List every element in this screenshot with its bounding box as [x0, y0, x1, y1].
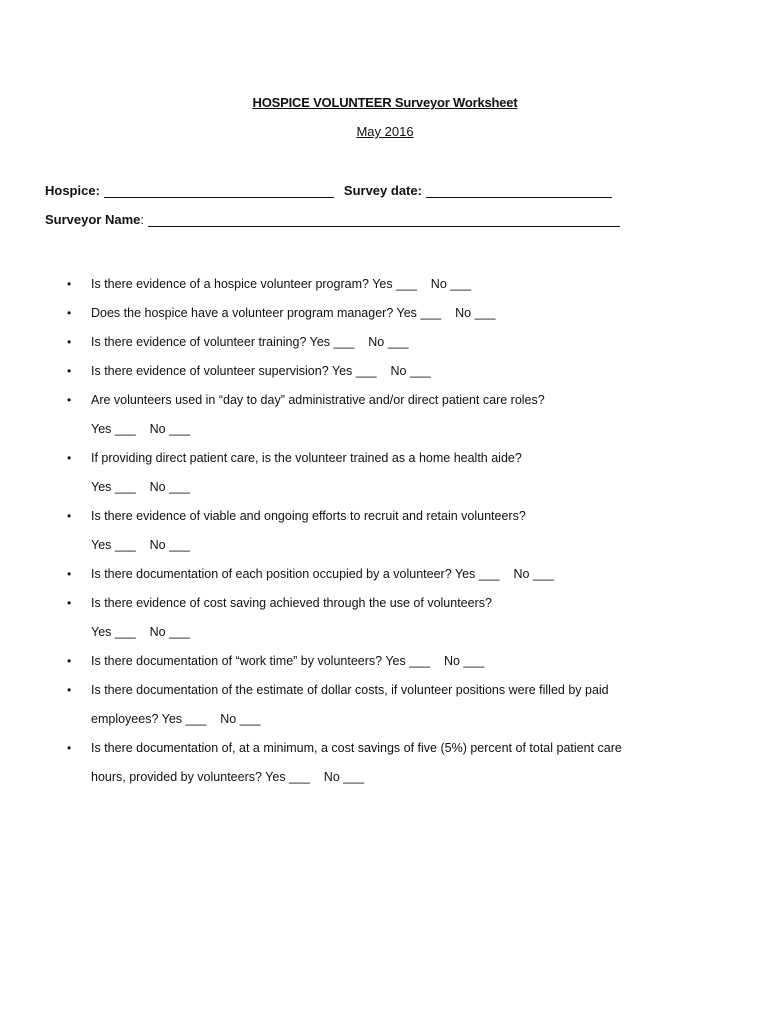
surveyor-name-row: [45, 212, 620, 227]
survey-date-field[interactable]: [426, 185, 612, 198]
list-item: [67, 647, 727, 676]
bullet-icon: •: [67, 335, 72, 349]
survey-date-label: Survey date:: [343, 183, 422, 198]
list-item: [67, 328, 727, 357]
list-item: [67, 734, 727, 792]
question-text: Are volunteers used in “day to day” administrative and/or direct patient care roles?: [91, 393, 545, 407]
question-text: Does the hospice have a volunteer program manager? Yes ___ No ___: [91, 306, 496, 320]
document-title: HOSPICE VOLUNTEER Surveyor Worksheet: [252, 95, 518, 110]
question-answer: hours, provided by volunteers? Yes ___ No ___: [91, 770, 365, 784]
surveyor-name-colon: :: [140, 212, 145, 227]
list-item: [67, 357, 727, 386]
list-item: [67, 299, 727, 328]
question-answer: Yes ___ No ___: [91, 480, 190, 494]
bullet-icon: •: [67, 683, 72, 697]
surveyor-name-label: Surveyor Name: [45, 212, 141, 227]
list-item: [67, 560, 727, 589]
document-date: May 2016: [356, 124, 414, 139]
bullet-icon: •: [67, 654, 72, 668]
question-list: [67, 270, 727, 792]
question-answer: Yes ___ No ___: [91, 538, 190, 552]
hospice-label: Hospice:: [45, 183, 100, 198]
question-text: Is there documentation of the estimate of dollar costs, if volunteer positions were filled by paid: [91, 683, 609, 697]
question-text: Is there evidence of a hospice volunteer program? Yes ___ No ___: [91, 277, 472, 291]
question-text: Is there documentation of each position occupied by a volunteer? Yes ___ No ___: [91, 567, 554, 581]
question-text: Is there evidence of cost saving achieved through the use of volunteers?: [91, 596, 492, 610]
list-item: [67, 386, 727, 444]
question-answer: Yes ___ No ___: [91, 625, 190, 639]
list-item: [67, 270, 727, 299]
question-text: Is there evidence of volunteer supervision? Yes ___ No ___: [91, 364, 431, 378]
question-text: Is there evidence of volunteer training? Yes ___ No ___: [91, 335, 409, 349]
question-answer: Yes ___ No ___: [91, 422, 190, 436]
bullet-icon: •: [67, 451, 72, 465]
bullet-icon: •: [67, 306, 72, 320]
list-item: [67, 676, 727, 734]
question-text: Is there documentation of, at a minimum, a cost savings of five (5%) percent of total patient care: [91, 741, 622, 755]
bullet-icon: •: [67, 596, 72, 610]
bullet-icon: •: [67, 741, 72, 755]
list-item: [67, 444, 727, 502]
bullet-icon: •: [67, 393, 72, 407]
list-item: [67, 589, 727, 647]
bullet-icon: •: [67, 277, 72, 291]
bullet-icon: •: [67, 567, 72, 581]
surveyor-name-field[interactable]: [148, 214, 620, 227]
question-text: If providing direct patient care, is the volunteer trained as a home health aide?: [91, 451, 522, 465]
hospice-survey-date-row: [45, 183, 612, 198]
bullet-icon: •: [67, 509, 72, 523]
bullet-icon: •: [67, 364, 72, 378]
question-text: Is there evidence of viable and ongoing efforts to recruit and retain volunteers?: [91, 509, 526, 523]
hospice-field[interactable]: [104, 185, 334, 198]
question-text: Is there documentation of “work time” by volunteers? Yes ___ No ___: [91, 654, 485, 668]
question-answer: employees? Yes ___ No ___: [91, 712, 261, 726]
list-item: [67, 502, 727, 560]
